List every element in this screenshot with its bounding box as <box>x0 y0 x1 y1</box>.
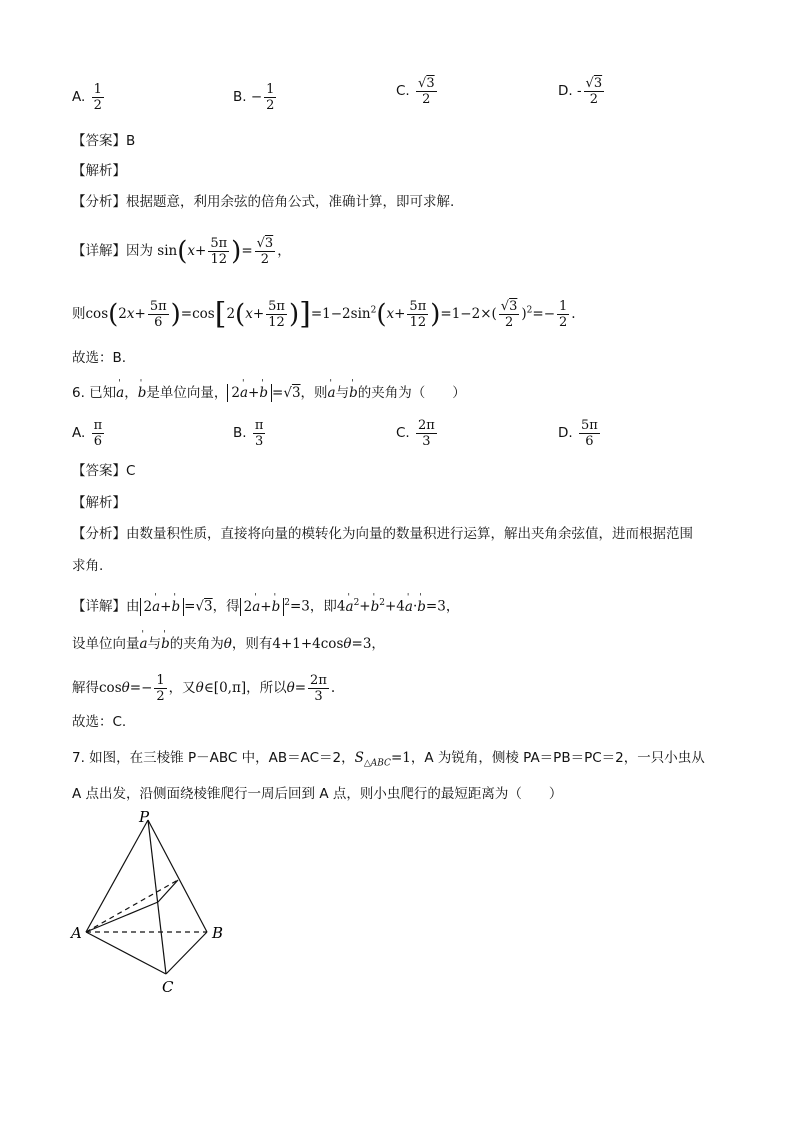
q5-answer: 【答案】B <box>72 133 136 149</box>
q5-option-b: B. − $\frac{1}{2}$ <box>233 82 275 113</box>
q5-conclusion: 故选：B. <box>72 350 127 366</box>
label-c: C <box>162 978 174 996</box>
q6-solve: 解得cosθ=− $\frac{1}{2}$ ，又θ∈[0,π]，所以θ= $\frac{2\pi}{3}$ . <box>72 673 336 704</box>
pyramid-figure <box>66 808 246 998</box>
q7-stem-line2: A 点出发，沿侧面绕棱锥爬行一周后回到 A 点，则小虫爬行的最短距离为（ ） <box>72 786 563 802</box>
q5-option-d: D. - $\frac{√3}{2}$ <box>558 76 603 107</box>
q6-answer: 【答案】C <box>72 463 136 479</box>
label-b: B <box>212 924 224 942</box>
q6-fenxi-1: 【分析】由数量积性质，直接将向量的模转化为向量的数量积进行运算，解出夹角余弦值，进而根据范围 <box>72 526 693 542</box>
q6-analysis-title: 【解析】 <box>72 495 126 511</box>
q5-fenxi: 【分析】根据题意，利用余弦的倍角公式，准确计算，即可求解. <box>72 194 455 210</box>
q5-derivation: 则cos(2x+ $\frac{5\pi}{6}$ )=cos[2(x+ $\frac{5\pi}{12}$ )]$=1-2\sin^2(x+$ $\frac{5\pi}{12}$ )=1−2×( $\frac{√3}{2}$ )$^2$=− $\frac{1}{2}$ . <box>72 296 576 332</box>
q6-fenxi-2: 求角. <box>72 558 104 574</box>
q5-option-a: A. $\frac{1}{2}$ <box>72 82 102 113</box>
q5-detail-label: 【详解】因为 <box>72 243 153 259</box>
q5-option-c: C. $\frac{√3}{2}$ <box>396 76 435 107</box>
q5-analysis-title: 【解析】 <box>72 163 126 179</box>
q6-set: 设单位向量' a与' b的夹角为θ，则有4+1+4cosθ=3， <box>72 634 385 654</box>
q6-option-a: A. $\frac{\pi}{6}$ <box>72 418 103 449</box>
q6-conclusion: 故选：C. <box>72 714 127 730</box>
q5-detail: 【详解】因为 sin(x+ $\frac{5\pi}{12}$ )= $\frac{√3}{2}$ ， <box>72 236 291 267</box>
q6-detail: 【详解】由 2' a+' b =√3，得 2' a+' b $^2$=3，即4' $a^2+'$ $b^2+4'$ a·' b=3， <box>72 593 459 617</box>
q6-option-c: C. $\frac{2\pi}{3}$ <box>396 418 435 449</box>
label-a: A <box>71 924 82 942</box>
label-p: P <box>139 808 150 826</box>
q6-option-b: B. $\frac{\pi}{3}$ <box>233 418 264 449</box>
q6-option-d: D. $\frac{5\pi}{6}$ <box>558 418 598 449</box>
q6-stem: 6. 已知' a，' b是单位向量， 2' a+' b =√3，则' a与' b的夹角为（ ） <box>72 383 466 403</box>
q7-stem-line1: 7. 如图，在三棱锥 P－ABC 中，AB＝AC＝2，$S_{\triangle ABC}=1$，A 为锐角，侧棱 PA＝PB＝PC＝2，一只小虫从 <box>72 750 705 769</box>
